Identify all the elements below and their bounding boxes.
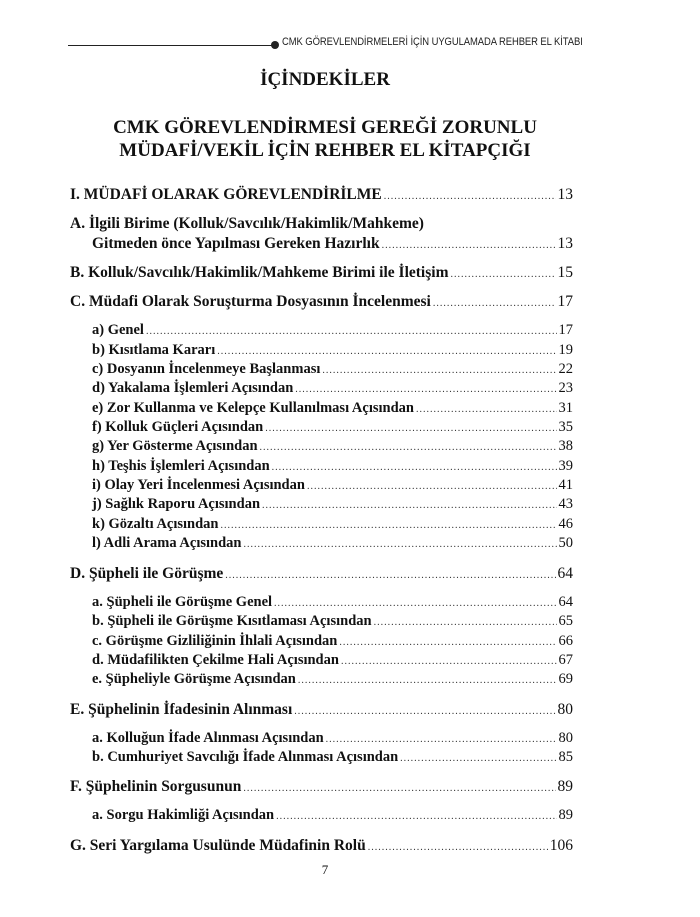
toc-subentry-page: 46 <box>558 516 573 532</box>
toc-entry-page: 15 <box>557 264 573 281</box>
toc-subentry-page: 50 <box>558 535 573 551</box>
toc-subentry-label: a. Şüpheli ile Görüşme Genel <box>92 594 273 610</box>
toc-entry-g[interactable] <box>70 836 573 857</box>
toc-subentry-label: d) Yakalama İşlemleri Açısından <box>92 380 294 396</box>
toc-entry-page: 89 <box>557 778 573 795</box>
leader-dots <box>416 400 557 419</box>
leader-dots <box>146 322 557 341</box>
leader-dots <box>217 342 556 361</box>
leader-dots <box>382 236 556 255</box>
toc-subentry[interactable] <box>92 670 573 690</box>
toc-subentry-page: 38 <box>558 438 573 454</box>
toc-entry-page: 80 <box>557 701 573 718</box>
toc-subentry[interactable] <box>92 399 573 419</box>
toc-subentry-label: e) Zor Kullanma ve Kelepçe Kullanılması Açısından <box>92 400 414 416</box>
leader-dots <box>400 749 556 768</box>
toc-subentry-page: 39 <box>558 458 573 474</box>
toc-subentry-page: 85 <box>558 749 573 765</box>
page-number: 7 <box>321 862 329 877</box>
toc-entry-a-line1[interactable]: A. İlgili Birime (Kolluk/Savcılık/Hakimlik/Mahkeme) <box>70 215 424 232</box>
toc-subentry-label: j) Sağlık Raporu Açısından <box>92 496 261 512</box>
toc-subentry-page: 41 <box>558 477 573 493</box>
leader-dots <box>274 594 556 613</box>
leader-dots <box>243 779 555 798</box>
toc-subentry-page: 66 <box>558 633 573 649</box>
toc-entry-page: 64 <box>557 565 573 582</box>
toc-subentry[interactable] <box>92 360 573 380</box>
toc-entry-e[interactable] <box>70 700 573 721</box>
leader-dots <box>322 361 556 380</box>
toc-subentry-label: c. Görüşme Gizliliğinin İhlali Açısından <box>92 633 338 649</box>
toc-subentry[interactable] <box>92 476 573 496</box>
toc-subentry-page: 43 <box>558 496 573 512</box>
toc-entry-d[interactable] <box>70 564 573 585</box>
toc-entry-label: G. Seri Yargılama Usulünde Müdafinin Rolü <box>70 837 366 854</box>
leader-dots <box>326 730 557 749</box>
toc-subentry[interactable] <box>92 748 573 768</box>
leader-dots <box>243 535 556 554</box>
toc-entry-label: Gitmeden önce Yapılması Gereken Hazırlık <box>92 235 380 252</box>
toc-subentry-label: d. Müdafilikten Çekilme Hali Açısından <box>92 652 339 668</box>
toc-subentry-page: 23 <box>558 380 573 396</box>
leader-dots <box>272 458 557 477</box>
toc-subentry[interactable] <box>92 534 573 554</box>
toc-subentry[interactable] <box>92 612 573 632</box>
toc-subentry-label: b. Cumhuriyet Savcılığı İfade Alınması Açısından <box>92 749 399 765</box>
toc-subentry-label: h) Teşhis İşlemleri Açısından <box>92 458 270 474</box>
toc-entry-a[interactable] <box>92 234 573 255</box>
leader-dots <box>384 187 556 206</box>
toc-subentry[interactable] <box>92 651 573 671</box>
toc-subentry-label: b) Kısıtlama Kararı <box>92 342 216 358</box>
toc-entry-label: I. MÜDAFİ OLARAK GÖREVLENDİRİLME <box>70 186 382 203</box>
leader-dots <box>450 265 555 284</box>
toc-entry-page: 13 <box>557 235 573 252</box>
toc-subentry-page: 65 <box>558 613 573 629</box>
toc-subentry[interactable] <box>92 418 573 438</box>
toc-subentry[interactable] <box>92 457 573 477</box>
leader-dots <box>368 838 548 857</box>
toc-subentry[interactable] <box>92 341 573 361</box>
toc-subentry-page: 69 <box>558 671 573 687</box>
toc-entry-label: F. Şüphelinin Sorgusunun <box>70 778 242 795</box>
toc-entry-page: 13 <box>557 186 573 203</box>
leader-dots <box>374 613 557 632</box>
toc-subentry-label: a. Kolluğun İfade Alınması Açısından <box>92 730 324 746</box>
toc-subentry-page: 67 <box>558 652 573 668</box>
leader-dots <box>298 671 557 690</box>
leader-dots <box>260 438 557 457</box>
toc-entry-page: 17 <box>557 293 573 310</box>
toc-entry-c[interactable] <box>70 292 573 313</box>
toc-subentry[interactable] <box>92 729 573 749</box>
toc-entry-b[interactable] <box>70 263 573 284</box>
toc-subentry-label: f) Kolluk Güçleri Açısından <box>92 419 264 435</box>
subtitle <box>0 116 650 162</box>
toc-subentry-label: k) Gözaltı Açısından <box>92 516 219 532</box>
toc-subentry[interactable] <box>92 806 573 826</box>
toc-subentry-label: i) Olay Yeri İncelenmesi Açısından <box>92 477 305 493</box>
toc-subentry[interactable] <box>92 495 573 515</box>
page-title: İÇİNDEKİLER <box>260 69 390 90</box>
toc-subentry-page: 64 <box>558 594 573 610</box>
leader-dots <box>307 477 557 496</box>
toc-entry-label: D. Şüpheli ile Görüşme <box>70 565 224 582</box>
leader-dots <box>339 633 556 652</box>
toc-subentry[interactable] <box>92 379 573 399</box>
running-title: CMK GÖREVLENDİRMELERİ İÇİN UYGULAMADA REHBER EL KİTABI <box>282 36 583 48</box>
leader-dots <box>221 516 557 535</box>
leader-dots <box>225 566 555 585</box>
toc-subentry-page: 17 <box>558 322 573 338</box>
toc-subentry-page: 19 <box>558 342 573 358</box>
bullet-icon <box>271 41 279 49</box>
toc-subentry[interactable] <box>92 437 573 457</box>
leader-dots <box>262 496 556 515</box>
leader-dots <box>295 380 556 399</box>
leader-dots <box>276 807 556 826</box>
toc-subentry-label: b. Şüpheli ile Görüşme Kısıtlaması Açısından <box>92 613 372 629</box>
toc-subentry-label: a) Genel <box>92 322 144 338</box>
toc-subentry-label: c) Dosyanın İncelenmeye Başlanması <box>92 361 321 377</box>
subtitle-line-1: CMK GÖREVLENDİRMESİ GEREĞİ ZORUNLU <box>113 117 537 138</box>
toc-subentry-label: g) Yer Gösterme Açısından <box>92 438 258 454</box>
leader-dots <box>433 294 556 313</box>
toc-subentry-label: l) Adli Arama Açısından <box>92 535 242 551</box>
toc-subentry-page: 22 <box>558 361 573 377</box>
running-header <box>68 36 588 54</box>
leader-dots <box>265 419 556 438</box>
toc-subentry[interactable] <box>92 593 573 613</box>
toc-subentry[interactable] <box>92 515 573 535</box>
toc-subentry-label: e. Şüpheliyle Görüşme Açısından <box>92 671 296 687</box>
header-rule <box>68 45 273 46</box>
toc-entry-label: B. Kolluk/Savcılık/Hakimlik/Mahkeme Birimi ile İletişim <box>70 264 449 281</box>
toc-entry-page: 106 <box>549 837 573 854</box>
toc-subentry[interactable] <box>92 632 573 652</box>
toc-subentry-label: a. Sorgu Hakimliği Açısından <box>92 807 275 823</box>
toc-subentry[interactable] <box>92 321 573 341</box>
leader-dots <box>341 652 557 671</box>
toc-entry-label: E. Şüphelinin İfadesinin Alınması <box>70 701 293 718</box>
toc-entry-i[interactable] <box>70 185 573 206</box>
toc-subentry-page: 89 <box>558 807 573 823</box>
subtitle-line-2: MÜDAFİ/VEKİL İÇİN REHBER EL KİTAPÇIĞI <box>119 140 531 161</box>
toc-subentry-page: 35 <box>558 419 573 435</box>
toc-entry-f[interactable] <box>70 777 573 798</box>
toc-entry-label: C. Müdafi Olarak Soruşturma Dosyasının İncelenmesi <box>70 293 431 310</box>
toc-subentry-page: 31 <box>558 400 573 416</box>
toc-subentry-page: 80 <box>558 730 573 746</box>
leader-dots <box>294 702 555 721</box>
